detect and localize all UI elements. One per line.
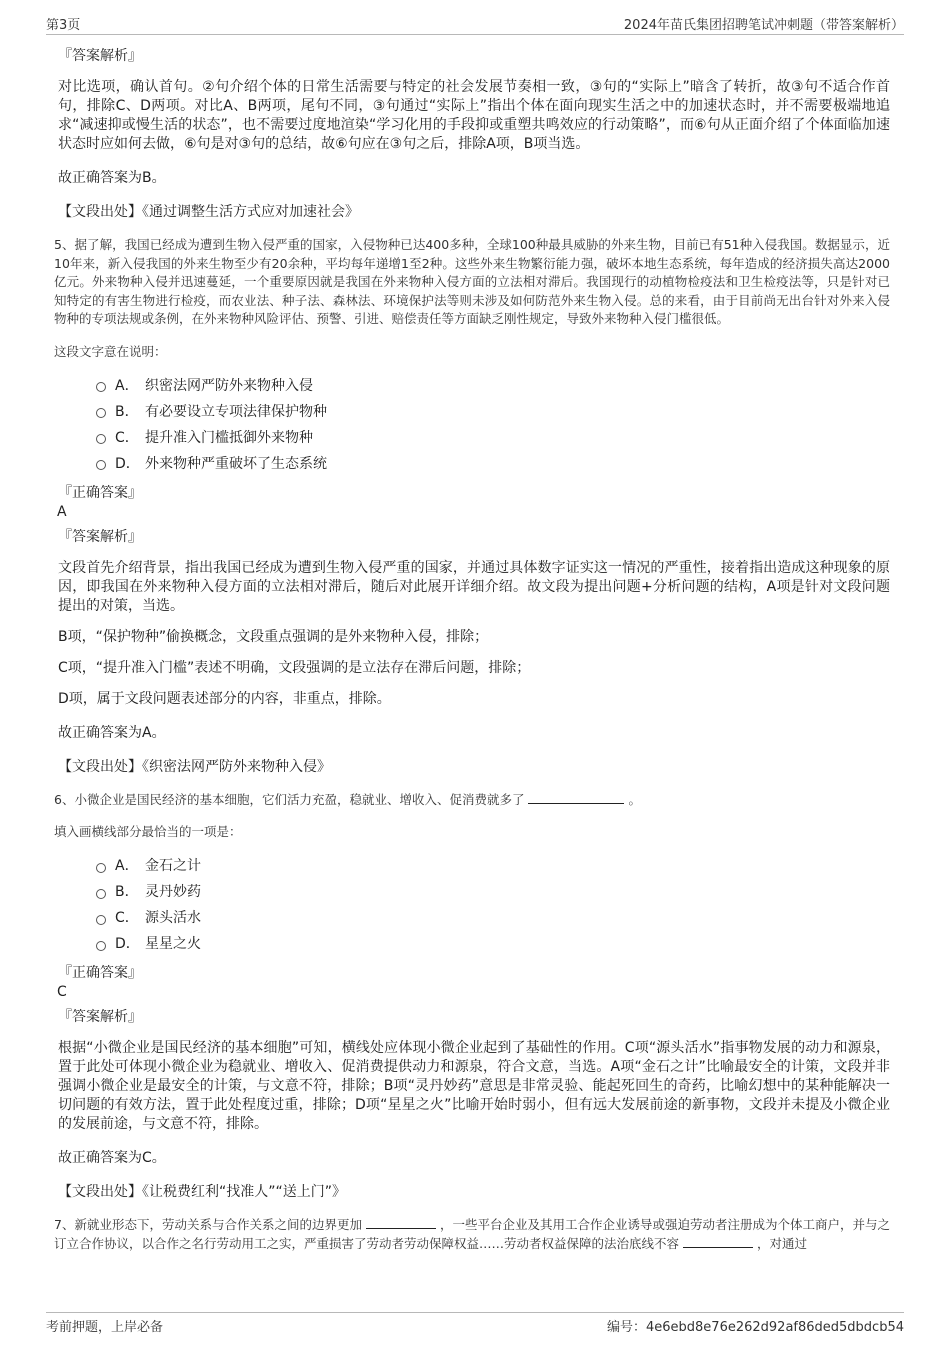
q6-conclusion: 故正确答案为C。 (58, 1150, 166, 1166)
analysis-label: 『答案解析』 (58, 1009, 142, 1025)
page-content (56, 40, 890, 1253)
prev-analysis-text: 对比选项，确认首句。②句介绍个体的日常生活需要与特定的社会发展节奏相一致，③句的“实际上”暗含了转折，故③句不适合作首句，排除C、D两项。对比A、B两项，尾句不同，③句通过“实际上”指出个体在面向现实生活之中的加速状态时，并不需要极端地追求“减速抑或慢生活的状态”，也不需要过度地渲染“学习化用的手段抑或重塑共鸣效应的行动策略”，而⑥句从正面介绍了个体面临加速状态时应如何去做，⑥句是对③句的总结，故⑥句应在③句之后，排除A项，B项当选。 (58, 79, 890, 152)
radio-icon[interactable] (96, 434, 106, 444)
q5-analysis-2: B项，“保护物种”偷换概念，文段重点强调的是外来物种入侵，排除； (58, 628, 489, 645)
q5-answer: A (57, 503, 67, 520)
page-number: 第3页 (46, 18, 81, 33)
radio-icon[interactable] (96, 941, 106, 951)
document-code: 编号：4e6ebd8e76e262d92af86ded5dbdcb54 (606, 1320, 904, 1335)
fill-blank (366, 1216, 436, 1229)
prev-conclusion: 故正确答案为B。 (58, 170, 166, 186)
q6-option-d[interactable]: D． 星星之火 (96, 931, 890, 957)
q6-option-b[interactable]: B． 灵丹妙药 (96, 879, 890, 905)
correct-answer-label: 『正确答案』 (58, 965, 142, 981)
q5-options (96, 373, 890, 477)
q5-prompt: 这段文字意在说明： (54, 343, 167, 359)
analysis-label: 『答案解析』 (58, 528, 142, 545)
q5-source: 【文段出处】《织密法网严防外来物种入侵》 (58, 758, 331, 775)
q6-options (96, 853, 890, 957)
fill-blank (528, 791, 624, 804)
radio-icon[interactable] (96, 863, 106, 873)
radio-icon[interactable] (96, 408, 106, 418)
radio-icon[interactable] (96, 460, 106, 470)
q6-analysis: 根据“小微企业是国民经济的基本细胞”可知，横线处应体现小微企业起到了基础性的作用。C项“源头活水”指事物发展的动力和源泉，置于此处可体现小微企业为稳就业、增收入、促消费提供动力和源泉，符合文意，当选。A项“金石之计”比喻最安全的计策，文段并非强调小微企业是最安全的计策，与文意不符，排除；B项“灵丹妙药”意思是非常灵验、能起死回生的奇药，比喻幻想中的某种能解决一切问题的有效方法，置于此处程度过重，排除；D项“星星之火”比喻开始时弱小，但有远大发展前途的新事物，文段并未提及小微企业的发展前途，与文意不符，排除。 (58, 1040, 890, 1132)
q5-analysis-3: C项，“提升准入门槛”表述不明确，文段强调的是立法存在滞后问题，排除； (58, 659, 531, 676)
radio-icon[interactable] (96, 915, 106, 925)
q5-conclusion: 故正确答案为A。 (58, 724, 166, 741)
q5-option-b[interactable]: B． 有必要设立专项法律保护物种 (96, 399, 890, 425)
radio-icon[interactable] (96, 889, 106, 899)
q7-text: 7、新就业形态下，劳动关系与合作关系之间的边界更加 ，一些平台企业及其用工合作企业诱导或强迫劳动者注册成为个体工商户，并与之订立合作协议，以合作之名行劳动用工之实，严重损害了劳动者劳动保障权益……劳动者权益保障的法治底线不容 ，对通过 (54, 1217, 890, 1251)
q5-analysis-1: 文段首先介绍背景，指出我国已经成为遭到生物入侵严重的国家，并通过具体数字证实这一情况的严重性，接着指出造成这种现象的原因，即我国在外来物种入侵方面的立法相对滞后，随后对此展开详细介绍。故文段为提出问题+分析问题的结构，A项是针对文段问题提出的对策，当选。 (58, 559, 890, 614)
q5-option-c[interactable]: C． 提升准入门槛抵御外来物种 (96, 425, 890, 451)
page-header (46, 14, 904, 35)
q5-option-d[interactable]: D． 外来物种严重破坏了生态系统 (96, 451, 890, 477)
q6-text: 6、小微企业是国民经济的基本细胞，它们活力充盈，稳就业、增收入、促消费就多了 。 (54, 791, 641, 807)
q6-option-c[interactable]: C． 源头活水 (96, 905, 890, 931)
q6-option-a[interactable]: A． 金石之计 (96, 853, 890, 879)
q5-analysis-4: D项，属于文段问题表述部分的内容，非重点，排除。 (58, 690, 391, 707)
analysis-label: 『答案解析』 (58, 48, 142, 64)
radio-icon[interactable] (96, 382, 106, 392)
prev-source: 【文段出处】《通过调整生活方式应对加速社会》 (58, 204, 359, 220)
q6-prompt: 填入画横线部分最恰当的一项是： (54, 824, 242, 839)
q5-option-a[interactable]: A． 织密法网严防外来物种入侵 (96, 373, 890, 399)
fill-blank (683, 1235, 753, 1248)
document-title: 2024年苗氏集团招聘笔试冲刺题（带答案解析） (623, 18, 904, 33)
correct-answer-label: 『正确答案』 (58, 484, 142, 501)
q6-source: 【文段出处】《让税费红利“找准人”“送上门”》 (58, 1184, 347, 1200)
q5-text: 5、据了解，我国已经成为遭到生物入侵严重的国家，入侵物种已达400多种，全球100种最具威胁的外来生物，目前已有51种入侵我国。数据显示，近10年来，新入侵我国的外来生物至少有20余种，平均每年递增1至2种。这些外来生物繁衍能力强，破坏本地生态系统，每年造成的经济损失高达2000亿元。外来物种入侵并迅速蔓延，一个重要原因就是我国在外来物种入侵方面的立法相对滞后。我国现行的动植物检疫法和卫生检疫法等，只是针对已知特定的有害生物进行检疫，而农业法、种子法、森林法、环境保护法等则未涉及如何防范外来生物入侵。总的来看，由于目前尚无出台针对外来入侵物种的专项法规或条例，在外来物种风险评估、预警、引进、赔偿责任等方面缺乏刚性规定，导致外来物种入侵门槛很低。 (54, 237, 890, 326)
q6-answer: C (57, 984, 67, 1000)
page-footer (46, 1312, 904, 1338)
footer-slogan: 考前押题，上岸必备 (46, 1320, 164, 1335)
